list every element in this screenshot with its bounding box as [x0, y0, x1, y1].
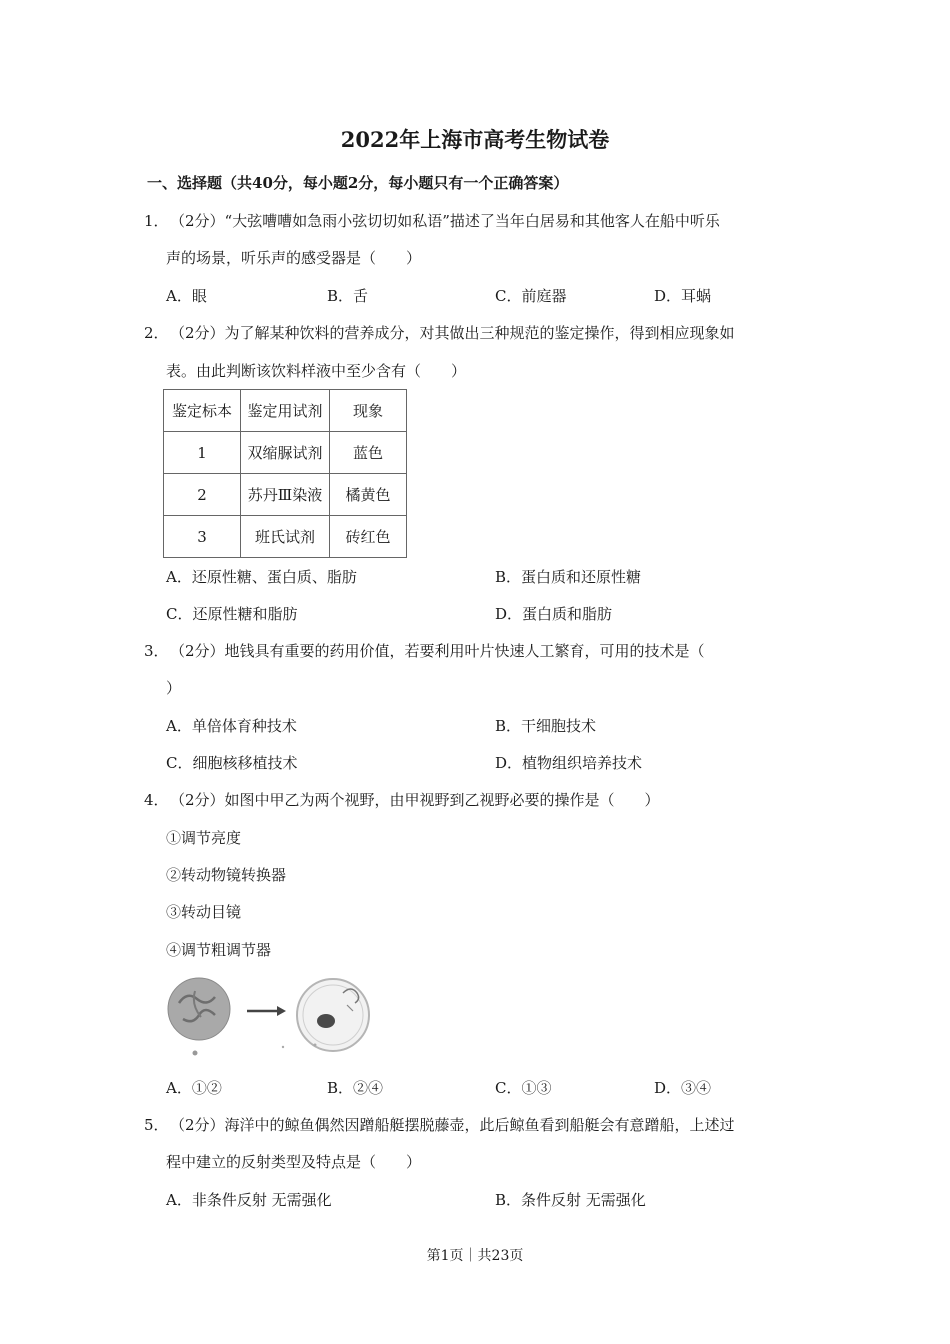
q4-step-2: ②转动物镜转换器	[166, 866, 287, 884]
page-footer: 第1页｜共23页	[426, 1248, 524, 1264]
q5-option-a[interactable]: A．非条件反射 无需强化	[166, 1191, 332, 1209]
q2-stem-line1: （2分）为了解某种饮料的营养成分，对其做出三种规范的鉴定操作，得到相应现象如	[170, 324, 735, 342]
q5-stem-line1: （2分）海洋中的鲸鱼偶然因蹭船艇摆脱藤壶，此后鲸鱼看到船艇会有意蹭船，上述过	[170, 1116, 735, 1134]
q1-option-d[interactable]: D．耳蜗	[654, 287, 712, 305]
table-header-row	[164, 390, 407, 432]
q4-option-d[interactable]: D．③④	[654, 1079, 712, 1097]
table-cell: 双缩脲试剂	[241, 432, 330, 474]
table-cell: 2	[164, 474, 241, 516]
q4-step-1: ①调节亮度	[166, 829, 242, 847]
q3-stem-line1: （2分）地钱具有重要的药用价值，若要利用叶片快速人工繁育，可用的技术是（	[170, 642, 705, 660]
q2-option-c[interactable]: C．还原性糖和脂肪	[166, 605, 298, 623]
table-header-cell: 鉴定用试剂	[241, 390, 330, 432]
q1-stem-line2: 声的场景，听乐声的感受器是（ ）	[166, 249, 422, 267]
table-cell: 苏丹Ⅲ染液	[241, 474, 330, 516]
table-row	[164, 474, 407, 516]
q2-stem-line2: 表。由此判断该饮料样液中至少含有（ ）	[166, 362, 467, 380]
table-cell: 1	[164, 432, 241, 474]
q3-option-b[interactable]: B．干细胞技术	[495, 717, 597, 735]
microscope-fields-illustration	[165, 975, 385, 1061]
q2-option-d[interactable]: D．蛋白质和脂肪	[495, 605, 613, 623]
q4-option-c[interactable]: C．①③	[495, 1079, 552, 1097]
table-row	[164, 432, 407, 474]
q1-stem-line1: （2分）“大弦嘈嘈如急雨小弦切切如私语”描述了当年白居易和其他客人在船中听乐	[170, 212, 720, 230]
q4-stem-line1: （2分）如图中甲乙为两个视野，由甲视野到乙视野必要的操作是（ ）	[170, 791, 660, 809]
q4-step-4: ④调节粗调节器	[166, 941, 272, 959]
identification-table	[163, 389, 407, 558]
table-cell: 3	[164, 516, 241, 558]
q1-option-a[interactable]: A．眼	[166, 287, 207, 305]
table-cell: 砖红色	[330, 516, 407, 558]
q4-option-b[interactable]: B．②④	[327, 1079, 384, 1097]
q2-option-a[interactable]: A．还原性糖、蛋白质、脂肪	[166, 568, 357, 586]
q4-number: 4．	[144, 791, 169, 809]
table-cell: 橘黄色	[330, 474, 407, 516]
q1-option-c[interactable]: C．前庭器	[495, 287, 567, 305]
q5-number: 5．	[144, 1116, 169, 1134]
table-cell: 班氏试剂	[241, 516, 330, 558]
q2-option-b[interactable]: B．蛋白质和还原性糖	[495, 568, 642, 586]
table-cell: 蓝色	[330, 432, 407, 474]
section-heading: 一、选择题（共40分，每小题2分，每小题只有一个正确答案）	[147, 174, 569, 192]
table-header-cell: 现象	[330, 390, 407, 432]
q3-stem-line2: ）	[166, 679, 182, 697]
q3-option-c[interactable]: C．细胞核移植技术	[166, 754, 298, 772]
q2-number: 2．	[144, 324, 169, 342]
q5-stem-line2: 程中建立的反射类型及特点是（ ）	[166, 1153, 422, 1171]
q3-number: 3．	[144, 642, 169, 660]
microscope-fields-figure	[165, 975, 385, 1061]
q1-number: 1．	[144, 212, 169, 230]
page-title: 2022年上海市高考生物试卷	[340, 127, 610, 152]
table-row	[164, 516, 407, 558]
q3-option-d[interactable]: D．植物组织培养技术	[495, 754, 643, 772]
q3-option-a[interactable]: A．单倍体育种技术	[166, 717, 297, 735]
q1-option-b[interactable]: B．舌	[327, 287, 369, 305]
q4-option-a[interactable]: A．①②	[166, 1079, 222, 1097]
table-header-cell: 鉴定标本	[164, 390, 241, 432]
q4-step-3: ③转动目镜	[166, 903, 242, 921]
q5-option-b[interactable]: B．条件反射 无需强化	[495, 1191, 646, 1209]
